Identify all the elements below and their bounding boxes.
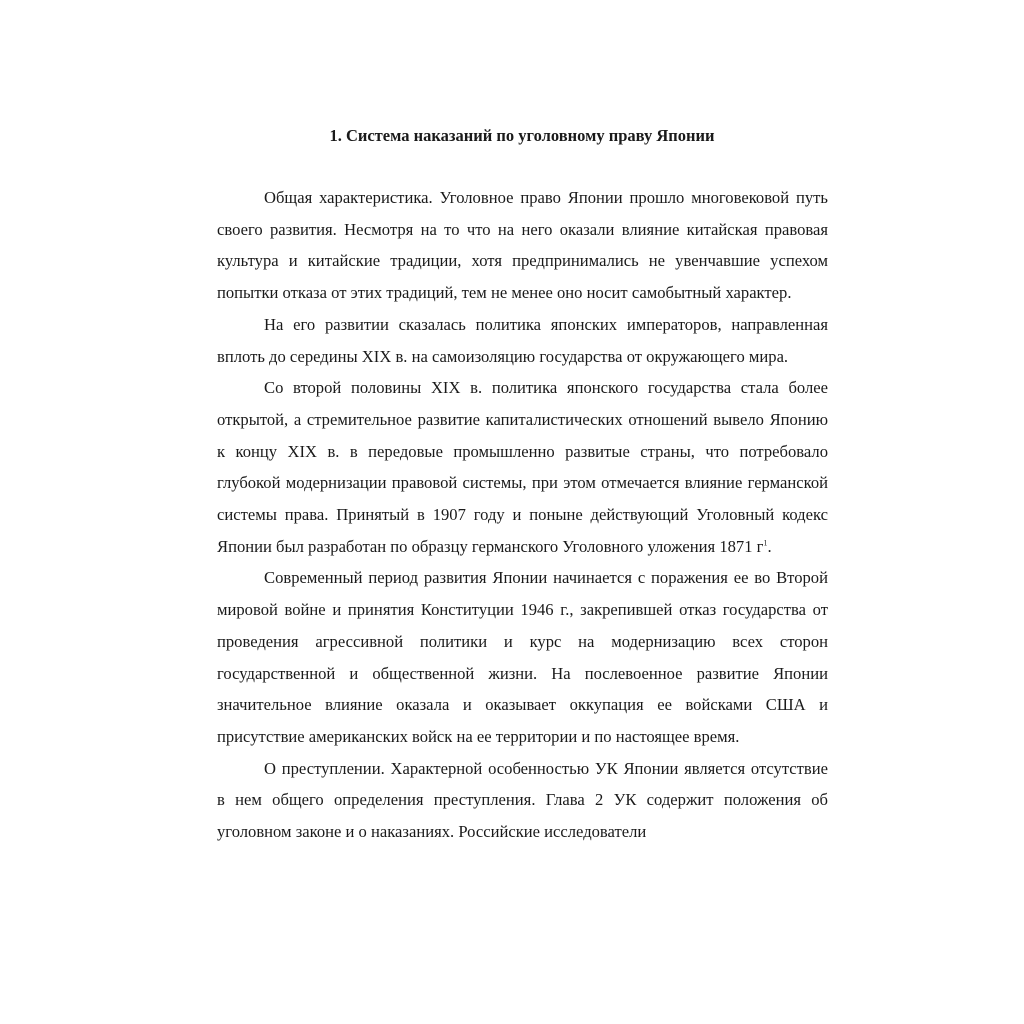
paragraph-on-crime: О преступлении. Характерной особенностью УК Японии является отсутствие в нем общего определения преступления. Глава 2 УК содержит положения об уголовном законе и о наказаниях. Российские исследователи xyxy=(217,758,828,842)
paragraph-modern-period: Современный период развития Японии начинается с поражения ее во Второй мировой войне и принятия Конституции 1946 г., закрепившей отказ государства от проведения агрессивной политики и курс на модернизацию всех сторон государственной и общественной жизни. На послевоенное развитие Японии значительное влияние оказала и оказывает оккупация ее войсками США и присутствие американских войск на ее территории и по настоящее время. xyxy=(217,568,828,746)
footnote-marker[interactable]: 1 xyxy=(763,538,768,548)
paragraph-modernization-tail: . xyxy=(767,536,772,556)
paragraph-self-isolation: На его развитии сказалась политика японских императоров, направленная вплоть до середины XIX в. на самоизоляцию государства от окружающего мира. xyxy=(217,314,828,366)
paragraph-modernization xyxy=(217,372,828,562)
paragraph-general-characteristics: Общая характеристика. Уголовное право Японии прошло многовековой путь своего развития. Несмотря на то что на него оказали влияние китайская правовая культура и китайские традиции, хотя предпринимались не увенчавшие успехом попытки отказа от этих традиций, тем не менее оно носит самобытный характер. xyxy=(217,188,828,303)
page-title: 1. Система наказаний по уголовному праву Японии xyxy=(329,126,715,145)
paragraph-modernization-text: Со второй половины XIX в. политика японского государства стала более открытой, а стремительное развитие капиталистических отношений вывело Японию к концу XIX в. в передовые промышленно развитые страны, что потребовало глубокой модернизации правовой системы, при этом отмечается влияние германской системы права. Принятый в 1907 году и поныне действующий Уголовный кодекс Японии был разработан по образцу германского Уголовного уложения 1871 г xyxy=(217,378,828,556)
document-body xyxy=(217,182,828,958)
